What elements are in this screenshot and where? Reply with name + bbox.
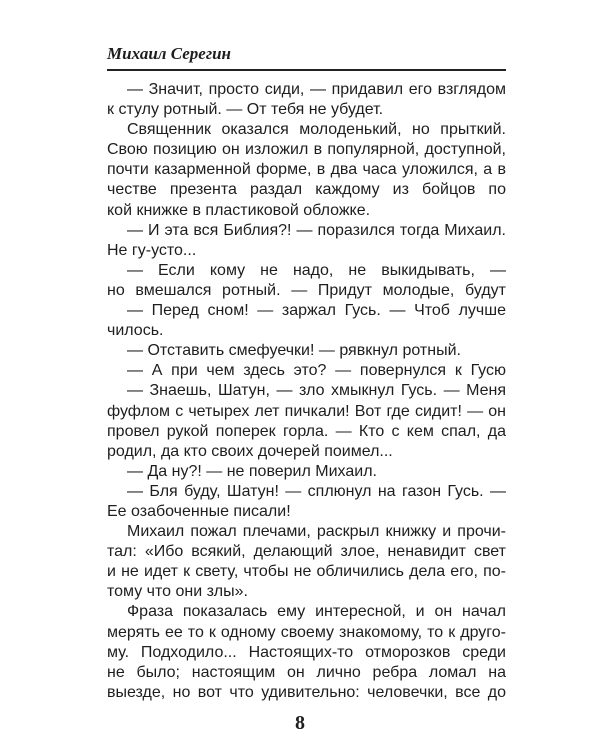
text-line: выезде, но вот что удивительно: человечки, все до	[107, 683, 506, 701]
text-line: Ее озабоченные писали!	[107, 502, 291, 520]
text-line: — Знаешь, Шатун, — зло хмыкнул Гусь. — Меня	[127, 382, 506, 400]
text-line: честве презента раздал каждому из бойцов по	[107, 181, 506, 199]
running-header-author: Михаил Серегин	[107, 44, 231, 63]
text-line: родил, да кто своих дочерей поимел...	[107, 442, 393, 460]
text-line: тал: «Ибо всякий, делающий злое, ненавидит свет	[107, 543, 506, 561]
text-line: — А при чем здесь это? — повернулся к Гусю	[127, 362, 506, 380]
text-line: Свою позицию он изложил в популярной, доступной,	[107, 141, 506, 159]
text-line: Не гу-усто...	[107, 241, 197, 259]
text-line: — Да ну?! — не поверил Михаил.	[127, 462, 377, 480]
text-line: кой книжке в пластиковой обложке.	[107, 201, 371, 219]
text-line: — Перед сном! — заржал Гусь. — Чтоб лучше	[127, 302, 506, 320]
text-line: Михаил пожал плечами, раскрыл книжку и прочи-	[127, 523, 506, 541]
text-line: — Если кому не надо, не выкидывать, —	[127, 261, 506, 279]
text-line: мерять ее то к одному своему знакомому, то к друго-	[107, 623, 506, 641]
text-line: му. Подходило... Настоящих-то отморозков среди	[107, 643, 506, 661]
text-line: тому что они злы».	[107, 583, 248, 601]
body-text	[107, 80, 506, 703]
text-line: но вмешался ротный. — Придут молодые, будут	[107, 281, 506, 299]
text-line: — Бля буду, Шатун! — сплюнул на газон Гусь. —	[127, 482, 506, 500]
text-line: — Отставить смефуечки! — рявкнул ротный.	[127, 342, 461, 360]
header-rule	[107, 69, 506, 71]
text-line: чилось.	[107, 322, 164, 340]
text-line: фуфлом с четырех лет пичкали! Вот где сидит! — он	[107, 402, 506, 420]
text-line: почти казарменной форме, в два часа уложился, а в	[107, 161, 506, 179]
text-line: и не идет к свету, чтобы не обличились дела его, по-	[107, 563, 506, 581]
text-line: провел рукой поперек горла. — Кто с кем спал, да	[107, 422, 506, 440]
text-line: Священник оказался молоденький, но прыткий.	[127, 121, 506, 139]
text-line: не было; настоящим он лично ребра ломал на	[107, 663, 506, 681]
text-line: Фраза показалась ему интересной, и он начал	[127, 603, 506, 621]
text-line: — И эта вся Библия?! — поразился тогда Михаил.	[127, 221, 506, 239]
page-number: 8	[295, 712, 305, 734]
text-line: к стулу ротный. — От тебя не убудет.	[107, 101, 384, 119]
text-line: — Значит, просто сиди, — придавил его взглядом	[127, 81, 506, 98]
